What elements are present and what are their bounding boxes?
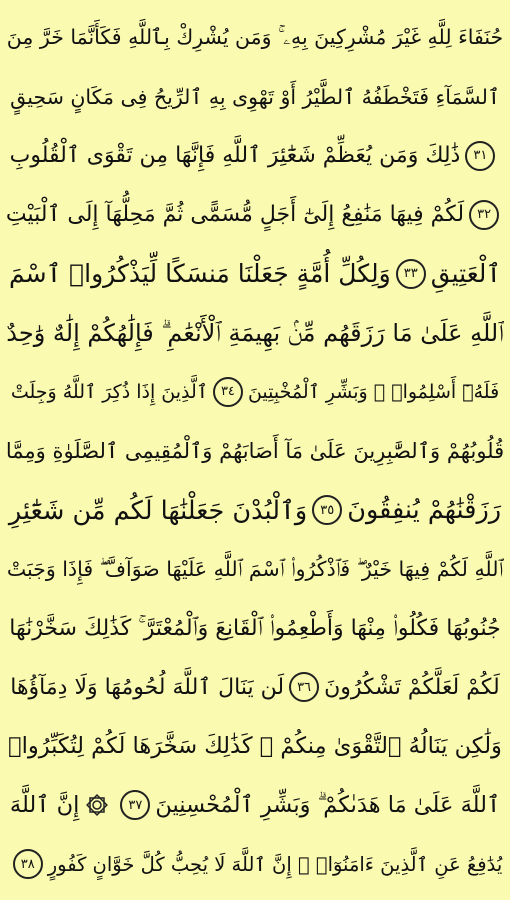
ayah-number-marker: ٣٥ <box>312 495 342 525</box>
verse-line <box>6 244 504 303</box>
verse-text: حُنَفَاءَ لِلَّهِ غَيْرَ مُشْرِكِينَ بِهِۦ ۚ وَمَن يُشْرِكْ بِٱللَّهِ فَكَأَنَّمَا خَرَّ مِنَ <box>6 25 504 50</box>
verse-text: وَلِكُلِّ أُمَّةٍ جَعَلْنَا مَنسَكًا لِّيَذْكُرُوا۟ ٱسْمَ <box>8 259 391 289</box>
verse-line <box>6 658 504 717</box>
verse-line <box>6 776 504 835</box>
verse-line <box>6 8 504 67</box>
ayah-number-marker: ٣٨ <box>13 849 43 879</box>
verse-line <box>6 185 504 244</box>
verse-text: جُنُوبُهَا فَكُلُوا۟ مِنْهَا وَأَطْعِمُوا۟ ٱلْقَانِعَ وَٱلْمُعْتَرَّ ۚ كَذَٰلِكَ سَخَّرْنَٰهَا <box>9 615 501 641</box>
ayah-number-marker: ٣٧ <box>120 790 150 820</box>
verse-text: يُدَٰفِعُ عَنِ ٱلَّذِينَ ءَامَنُوٓا۟ ۗ إِنَّ ٱللَّهَ لَا يُحِبُّ كُلَّ خَوَّانٍ كَفُورٍ <box>47 852 503 876</box>
verse-line <box>6 303 504 362</box>
ayah-number-marker: ٣١ <box>465 141 495 171</box>
verse-text: ذَٰلِكَ وَمَن يُعَظِّمْ شَعَٰٓئِرَ ٱللَّهِ فَإِنَّهَا مِن تَقْوَى ٱلْقُلُوبِ <box>9 143 461 169</box>
verse-text: لَن يَنَالَ ٱللَّهَ لُحُومُهَا وَلَا دِمَآؤُهَا <box>10 674 285 700</box>
verse-line <box>6 835 504 894</box>
verse-text: ٱللَّهِ عَلَىٰ مَا رَزَقَهُم مِّنۢ بَهِيمَةِ ٱلْأَنْعَٰمِ ۗ فَإِلَٰهُكُمْ إِلَٰهٌ وَٰحِدٌ <box>6 318 504 347</box>
verse-text: ٱلْعَتِيقِ <box>430 259 502 289</box>
hizb-quarter-icon <box>83 791 111 819</box>
ayah-number-marker: ٣٤ <box>213 377 243 407</box>
verse-text: قُلُوبُهُمْ وَٱلصَّٰبِرِينَ عَلَىٰ مَآ أَصَابَهُمْ وَٱلْمُقِيمِى ٱلصَّلَوٰةِ وَمِمَّا <box>6 438 504 463</box>
verse-line <box>6 599 504 658</box>
verse-text: فَلَهُۥٓ أَسْلِمُوا۟ ۗ وَبَشِّرِ ٱلْمُخْبِتِينَ <box>247 380 500 403</box>
verse-line <box>6 481 504 540</box>
verse-text: لَكُمْ فِيهَا مَنَٰفِعُ إِلَىٰٓ أَجَلٍ مُّسَمًّى ثُمَّ مَحِلُّهَآ إِلَى ٱلْبَيْتِ <box>6 202 465 228</box>
verse-line <box>6 540 504 599</box>
ayah-number-marker: ٣٦ <box>289 672 319 702</box>
verse-line <box>6 421 504 480</box>
verse-text: رَزَقْنَٰهُمْ يُنفِقُونَ <box>347 495 502 526</box>
verse-line <box>6 67 504 126</box>
verse-lines <box>6 8 504 894</box>
verse-line <box>6 362 504 421</box>
ayah-number-marker: ٣٢ <box>469 200 499 230</box>
verse-line <box>6 126 504 185</box>
verse-text: لَكُمْ لَعَلَّكُمْ تَشْكُرُونَ <box>324 674 500 700</box>
verse-text: ٱلَّذِينَ إِذَا ذُكِرَ ٱللَّهُ وَجِلَتْ <box>10 380 208 403</box>
verse-text: وَلَٰكِن يَنَالُهُ ٱلتَّقْوَىٰ مِنكُمْ ۚ كَذَٰلِكَ سَخَّرَهَا لَكُمْ لِتُكَبِّرُوا۟ <box>8 733 502 760</box>
verse-text: ٱللَّهِ لَكُمْ فِيهَا خَيْرٌ ۖ فَٱذْكُرُوا۟ ٱسْمَ ٱللَّهِ عَلَيْهَا صَوَآفَّ ۖ فَإِذَا وَجَبَتْ <box>6 556 504 581</box>
verse-text: ٱللَّهَ عَلَىٰ مَا هَدَىٰكُمْ ۗ وَبَشِّرِ ٱلْمُحْسِنِينَ <box>155 792 501 819</box>
verse-text: وَٱلْبُدْنَ جَعَلْنَٰهَا لَكُم مِّن شَعَٰٓئِرِ <box>8 495 308 526</box>
verse-text: ٱلسَّمَآءِ فَتَخْطَفُهُ ٱلطَّيْرُ أَوْ تَهْوِى بِهِ ٱلرِّيحُ فِى مَكَانٍ سَحِيقٍ <box>10 84 500 109</box>
verse-text: إِنَّ ٱللَّهَ <box>9 792 80 819</box>
ayah-number-marker: ٣٣ <box>396 259 426 289</box>
verse-line <box>6 717 504 776</box>
